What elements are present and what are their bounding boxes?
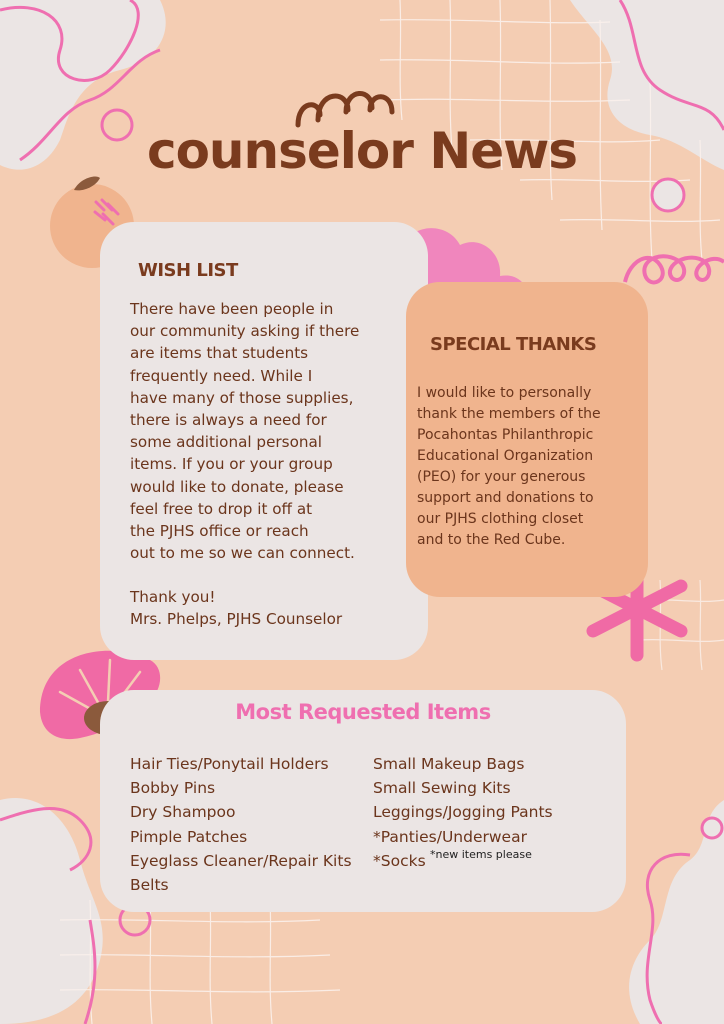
- most-requested-card: [100, 690, 626, 912]
- new-items-note: *new items please: [430, 848, 532, 861]
- wish-list-card: [100, 222, 428, 660]
- list-item: *Panties/Underwear: [373, 827, 527, 846]
- wish-list-body: There have been people in our community asking if there are items that students frequently need. While I have many of those supplies, there is always a need for some additional personal items. If you or your group would like to donate, please feel free to drop it off at the PJHS office or reach out to me so we can connect.: [130, 300, 360, 563]
- wish-list-signoff: Thank you! Mrs. Phelps, PJHS Counselor: [130, 588, 343, 629]
- list-item: Pimple Patches: [130, 827, 248, 846]
- grid-bottom-left: [60, 900, 340, 1024]
- list-item: Dry Shampoo: [130, 803, 236, 822]
- list-item: Hair Ties/Ponytail Holders: [130, 755, 329, 773]
- page-title: counselor News: [146, 122, 578, 180]
- wish-list-heading: WISH LIST: [138, 260, 238, 281]
- list-item: *Socks: [373, 851, 426, 870]
- title-arch-decoration: [298, 93, 392, 125]
- list-item: Small Makeup Bags: [373, 755, 525, 773]
- special-thanks-body: I would like to personally thank the members of the Pocahontas Philanthropic Educational Organization (PEO) for your generous support and donations to our PJHS clothing closet and to the Red Cube.: [417, 385, 601, 548]
- most-requested-heading: Most Requested Items: [235, 700, 491, 724]
- list-item: Bobby Pins: [130, 779, 216, 798]
- pink-loops-right: [625, 256, 724, 282]
- list-item: Eyeglass Cleaner/Repair Kits: [130, 851, 352, 870]
- pink-ring-bottom-right: [702, 818, 722, 838]
- list-item: Belts: [130, 876, 169, 895]
- list-item: Leggings/Jogging Pants: [373, 803, 553, 822]
- list-item: Small Sewing Kits: [373, 779, 511, 798]
- pink-ring-top-right: [652, 179, 684, 211]
- special-thanks-card: [406, 282, 648, 597]
- special-thanks-heading: SPECIAL THANKS: [430, 334, 597, 355]
- requested-items-left-list: [130, 752, 352, 897]
